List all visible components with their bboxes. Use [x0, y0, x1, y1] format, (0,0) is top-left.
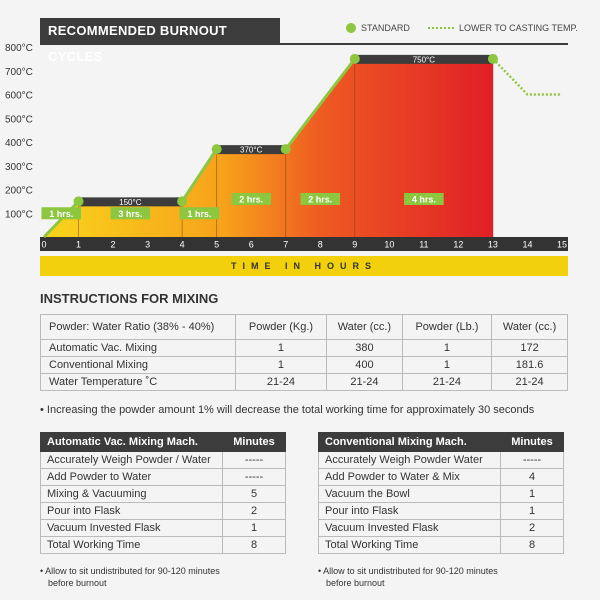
table-cell: 1 [402, 357, 491, 374]
table-row [319, 486, 564, 503]
table-cell: 21-24 [402, 374, 491, 391]
auto-header-row [41, 433, 286, 452]
table-cell: 1 [236, 357, 327, 374]
x-tick-label: 2 [110, 239, 116, 250]
table-cell: Conventional Mixing [41, 357, 236, 374]
table-cell: Accurately Weigh Powder Water [319, 452, 501, 469]
data-point [488, 54, 498, 64]
table-cell: 21-24 [326, 374, 402, 391]
plateau-label: 150°C [119, 197, 142, 207]
table-cell: ----- [501, 452, 564, 469]
table-row [41, 340, 568, 357]
mixing-table [40, 314, 568, 391]
x-tick-label: 10 [384, 239, 395, 250]
table-cell: Vacuum Invested Flask [319, 520, 501, 537]
table-cell: 2 [223, 503, 286, 520]
header-cell: Powder: Water Ratio (38% - 40%) [41, 315, 236, 340]
table-cell: Add Powder to Water & Mix [319, 469, 501, 486]
conv-header-row [319, 433, 564, 452]
auto-allow-line1: • Allow to sit undistributed for 90-120 minutes [40, 566, 220, 576]
conv-allow-line1: • Allow to sit undistributed for 90-120 minutes [318, 566, 498, 576]
header-cell: Minutes [501, 433, 564, 452]
table-cell: Automatic Vac. Mixing [41, 340, 236, 357]
conv-allow-note [318, 565, 538, 589]
table-cell: 172 [492, 340, 568, 357]
y-tick-label: 200°C [5, 185, 33, 197]
x-tick-label: 1 [76, 239, 82, 250]
x-tick-label: 3 [145, 239, 151, 250]
x-tick-label: 13 [487, 239, 498, 250]
table-row [319, 520, 564, 537]
y-tick-label: 300°C [5, 161, 33, 173]
duration-label: 1 hrs. [49, 208, 74, 219]
table-row [319, 537, 564, 554]
table-cell: 1 [501, 503, 564, 520]
header-cell: Water (cc.) [326, 315, 402, 340]
y-tick-label: 600°C [5, 90, 33, 102]
duration-label: 2 hrs. [239, 194, 264, 205]
table-cell: Vacuum the Bowl [319, 486, 501, 503]
x-tick-label: 8 [317, 239, 323, 250]
y-tick-label: 800°C [5, 43, 33, 54]
table-row [319, 452, 564, 469]
table-cell: 1 [223, 520, 286, 537]
table-cell: 21-24 [236, 374, 327, 391]
lower-series-line [493, 59, 562, 95]
auto-allow-note [40, 565, 260, 589]
x-axis-label: TIME IN HOURS [40, 256, 568, 276]
table-cell: Pour into Flask [319, 503, 501, 520]
table-cell: 8 [501, 537, 564, 554]
table-row [41, 520, 286, 537]
table-cell: 8 [223, 537, 286, 554]
y-tick-label: 700°C [5, 66, 33, 78]
data-point [350, 54, 360, 64]
table-cell: 2 [501, 520, 564, 537]
table-cell: 181.6 [492, 357, 568, 374]
table-row [319, 503, 564, 520]
table-cell: 400 [326, 357, 402, 374]
table-row [41, 503, 286, 520]
table-cell: 1 [236, 340, 327, 357]
table-cell: 4 [501, 469, 564, 486]
header-cell: Automatic Vac. Mixing Mach. [41, 433, 223, 452]
header-cell: Powder (Kg.) [236, 315, 327, 340]
y-tick-label: 500°C [5, 114, 33, 126]
table-row [41, 486, 286, 503]
mixing-title: INSTRUCTIONS FOR MIXING [40, 291, 219, 306]
legend-lower-label: LOWER TO CASTING TEMP. [459, 23, 578, 33]
data-point [74, 196, 84, 206]
duration-label: 3 hrs. [118, 208, 143, 219]
duration-label: 1 hrs. [187, 208, 212, 219]
auto-allow-line2: before burnout [48, 578, 107, 588]
table-cell: Mixing & Vacuuming [41, 486, 223, 503]
table-cell: ----- [223, 469, 286, 486]
auto-mixing-table [40, 432, 286, 554]
table-cell: 380 [326, 340, 402, 357]
table-row [41, 374, 568, 391]
table-cell: 21-24 [492, 374, 568, 391]
conv-allow-line2: before burnout [326, 578, 385, 588]
table-row [41, 537, 286, 554]
mixing-header-row [41, 315, 568, 340]
table-cell: Add Powder to Water [41, 469, 223, 486]
chart-title: RECOMMENDED BURNOUT CYCLES [40, 18, 280, 44]
table-row [41, 357, 568, 374]
y-tick-label: 400°C [5, 138, 33, 149]
mixing-note: • Increasing the powder amount 1% will decrease the total working time for approximately 30 seconds [40, 404, 535, 416]
duration-label: 2 hrs. [308, 194, 333, 205]
table-cell: 1 [501, 486, 564, 503]
y-tick-label: 100°C [5, 209, 33, 221]
table-cell: 5 [223, 486, 286, 503]
data-point [281, 144, 291, 154]
table-cell: Vacuum Invested Flask [41, 520, 223, 537]
table-cell: ----- [223, 452, 286, 469]
table-cell: Water Temperature ˚C [41, 374, 236, 391]
x-tick-label: 5 [214, 239, 220, 250]
table-row [41, 469, 286, 486]
x-tick-label: 0 [41, 239, 47, 250]
table-cell: Accurately Weigh Powder / Water [41, 452, 223, 469]
duration-label: 4 hrs. [411, 194, 436, 205]
table-cell: 1 [402, 340, 491, 357]
table-cell: Total Working Time [41, 537, 223, 554]
legend-standard-label: STANDARD [361, 23, 410, 33]
x-tick-label: 12 [453, 239, 464, 250]
data-point [177, 196, 187, 206]
x-tick-label: 15 [556, 239, 568, 250]
x-tick-label: 14 [522, 239, 533, 250]
table-row [41, 452, 286, 469]
x-tick-label: 4 [179, 239, 185, 250]
header-cell: Conventional Mixing Mach. [319, 433, 501, 452]
conv-mixing-table [318, 432, 564, 554]
burnout-chart [0, 0, 600, 260]
x-tick-label: 9 [352, 239, 358, 250]
data-point [212, 144, 222, 154]
table-cell: Pour into Flask [41, 503, 223, 520]
x-tick-label: 7 [283, 239, 289, 250]
table-cell: Total Working Time [319, 537, 501, 554]
header-cell: Minutes [223, 433, 286, 452]
x-tick-label: 6 [248, 239, 254, 250]
table-row [319, 469, 564, 486]
plateau-label: 370°C [240, 145, 263, 155]
header-cell: Water (cc.) [492, 315, 568, 340]
x-tick-label: 11 [419, 239, 429, 250]
plateau-label: 750°C [412, 55, 436, 65]
header-cell: Powder (Lb.) [402, 315, 491, 340]
